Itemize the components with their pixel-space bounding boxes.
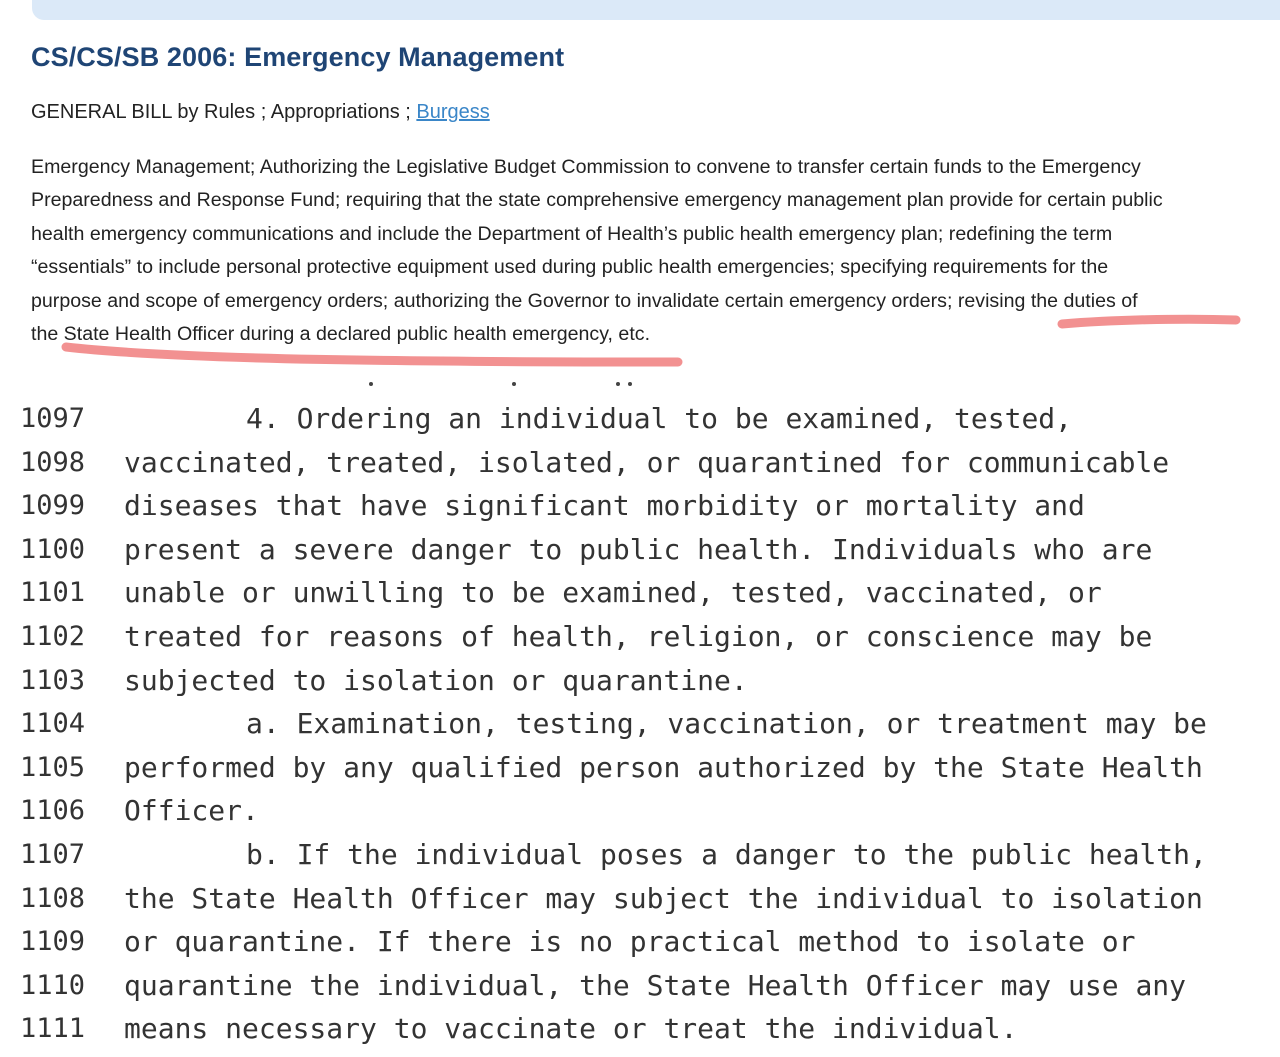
line-number: 1109 bbox=[20, 926, 86, 958]
summary-line: “essentials” to include personal protective equipment used during public health emergencies; specifying requirements for the bbox=[31, 256, 1109, 279]
sponsor-line bbox=[31, 101, 490, 124]
line-number: 1105 bbox=[20, 751, 86, 783]
bill-text-line bbox=[0, 833, 1280, 877]
bill-title: CS/CS/SB 2006: Emergency Management bbox=[31, 42, 565, 72]
line-number: 1097 bbox=[20, 403, 86, 434]
summary-line: purpose and scope of emergency orders; authorizing the Governor to invalidate certain emergency orders; revising the duties of bbox=[31, 289, 1138, 312]
bill-text-line bbox=[0, 877, 1280, 921]
line-number: 1111 bbox=[20, 1013, 86, 1045]
bill-text-line bbox=[0, 746, 1280, 790]
line-text: b. If the individual poses a danger to the public health, bbox=[246, 837, 1207, 871]
line-text: or quarantine. If there is no practical method to isolate or bbox=[124, 925, 1136, 959]
line-text: present a severe danger to public health. Individuals who are bbox=[124, 532, 1153, 566]
summary-line: the State Health Officer during a declared public health emergency, etc. bbox=[31, 323, 651, 346]
line-text: 4. Ordering an individual to be examined, tested, bbox=[246, 402, 1073, 435]
bill-text-line bbox=[0, 1007, 1280, 1051]
summary-line: Preparedness and Response Fund; requiring that the state comprehensive emergency management plan provide for certain public bbox=[31, 189, 1163, 212]
line-text: quarantine the individual, the State Health Officer may use any bbox=[124, 968, 1187, 1002]
line-text: treated for reasons of health, religion, or conscience may be bbox=[124, 619, 1153, 653]
line-number: 1104 bbox=[20, 708, 86, 740]
line-number: 1098 bbox=[20, 446, 86, 478]
bill-text-line bbox=[0, 659, 1280, 703]
header-band bbox=[32, 0, 1280, 20]
line-text: means necessary to vaccinate or treat the individual. bbox=[124, 1012, 1018, 1046]
line-text: performed by any qualified person authorized by the State Health bbox=[124, 750, 1203, 784]
summary-line: health emergency communications and include the Department of Health’s public health emergency plan; redefining the term bbox=[31, 222, 1113, 245]
line-number: 1099 bbox=[20, 490, 86, 522]
bill-text-line bbox=[0, 702, 1280, 746]
line-number: 1103 bbox=[20, 664, 86, 696]
bill-text-line bbox=[0, 484, 1280, 528]
cropped-text-fragment bbox=[0, 370, 1280, 390]
line-text: vaccinated, treated, isolated, or quarantined for communicable bbox=[124, 445, 1170, 479]
sponsor-link-burgess[interactable]: Burgess bbox=[416, 101, 490, 123]
line-text: the State Health Officer may subject the individual to isolation bbox=[124, 881, 1203, 915]
bill-text-line bbox=[0, 528, 1280, 572]
line-number: 1100 bbox=[20, 533, 86, 565]
line-number: 1110 bbox=[20, 969, 86, 1001]
bill-text-line bbox=[0, 920, 1280, 964]
line-text: Officer. bbox=[124, 794, 259, 828]
summary-line: Emergency Management; Authorizing the Legislative Budget Commission to convene to transfer certain funds to the Emergency bbox=[31, 156, 1141, 178]
bill-text-line bbox=[0, 571, 1280, 615]
line-text: diseases that have significant morbidity or mortality and bbox=[124, 489, 1085, 523]
bill-text-excerpt bbox=[0, 397, 1280, 1051]
line-number: 1101 bbox=[20, 577, 86, 609]
bill-text-line bbox=[0, 615, 1280, 659]
bill-text-line bbox=[0, 964, 1280, 1008]
bill-text-line bbox=[0, 789, 1280, 833]
line-number: 1107 bbox=[20, 838, 86, 870]
line-number: 1106 bbox=[20, 795, 86, 827]
bill-text-line bbox=[0, 397, 1280, 441]
line-number: 1102 bbox=[20, 620, 86, 652]
sponsor-prefix: GENERAL BILL by Rules ; Appropriations ; bbox=[31, 101, 417, 123]
line-text: unable or unwilling to be examined, tested, vaccinated, or bbox=[124, 576, 1102, 610]
line-text: subjected to isolation or quarantine. bbox=[124, 663, 748, 697]
bill-text-line bbox=[0, 441, 1280, 485]
line-number: 1108 bbox=[20, 882, 86, 914]
line-text: a. Examination, testing, vaccination, or treatment may be bbox=[246, 707, 1207, 741]
bill-summary bbox=[31, 151, 1266, 351]
